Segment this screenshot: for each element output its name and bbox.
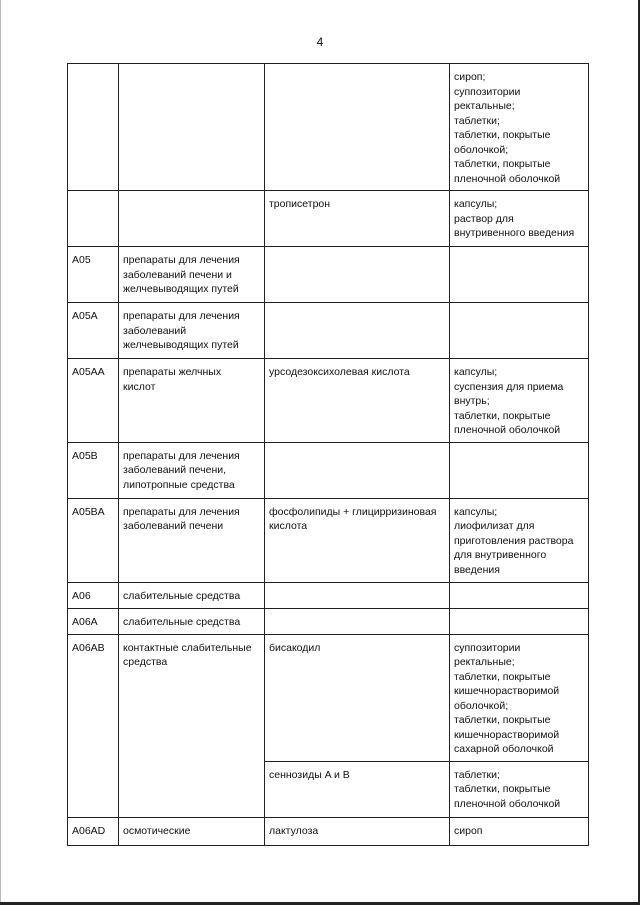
cell-form <box>450 303 589 359</box>
cell-form <box>450 247 589 303</box>
cell-form <box>450 442 589 498</box>
cell-form: таблетки; таблетки, покрытые пленочной оболочкой <box>450 761 589 817</box>
cell-code: A05A <box>68 303 119 359</box>
cell-form: капсулы; суспензия для приема внутрь; таблетки, покрытые пленочной оболочкой <box>450 359 589 443</box>
cell-form: капсулы; лиофилизат для приготовления раствора для внутривенного введения <box>450 498 589 582</box>
table-row <box>68 64 589 191</box>
cell-name <box>265 64 450 191</box>
cell-code: A05 <box>68 247 119 303</box>
cell-form <box>450 608 589 634</box>
cell-form: сироп; суппозитории ректальные; таблетки; таблетки, покрытые оболочкой; таблетки, покрытые пленочной оболочкой <box>450 64 589 191</box>
cell-code: A06AD <box>68 817 119 845</box>
cell-name <box>265 442 450 498</box>
scan-left-edge <box>0 0 1 905</box>
table-row <box>68 498 589 582</box>
cell-form: капсулы; раствор для внутривенного введения <box>450 191 589 247</box>
cell-name: сеннозиды A и B <box>265 761 450 817</box>
cell-group: слабительные средства <box>119 608 265 634</box>
cell-group <box>119 191 265 247</box>
cell-name <box>265 247 450 303</box>
cell-code: A06A <box>68 608 119 634</box>
table-row <box>68 442 589 498</box>
cell-name: трописетрон <box>265 191 450 247</box>
cell-code <box>68 191 119 247</box>
table-row <box>68 359 589 443</box>
cell-code: A05BA <box>68 498 119 582</box>
cell-group: препараты для лечения заболеваний печени <box>119 498 265 582</box>
table-row <box>68 582 589 608</box>
cell-name: фосфолипиды + глицирризиновая кислота <box>265 498 450 582</box>
cell-code <box>68 64 119 191</box>
cell-group: препараты желчных кислот <box>119 359 265 443</box>
page-number: 4 <box>316 35 324 49</box>
table-row <box>68 817 589 845</box>
table-row <box>68 634 589 761</box>
cell-group: контактные слабительные средства <box>119 634 265 817</box>
cell-group: препараты для лечения заболеваний желчевыводящих путей <box>119 303 265 359</box>
cell-form: суппозитории ректальные; таблетки, покрытые кишечнорастворимой оболочкой; таблетки, покрытые кишечнорастворимой сахарной оболочкой <box>450 634 589 761</box>
table-row <box>68 303 589 359</box>
cell-name: бисакодил <box>265 634 450 761</box>
table-row <box>68 608 589 634</box>
table-row <box>68 191 589 247</box>
cell-name: лактулоза <box>265 817 450 845</box>
cell-form: сироп <box>450 817 589 845</box>
cell-code: A06AB <box>68 634 119 817</box>
cell-name <box>265 608 450 634</box>
cell-group: слабительные средства <box>119 582 265 608</box>
cell-form <box>450 582 589 608</box>
cell-group <box>119 64 265 191</box>
table-row <box>68 247 589 303</box>
cell-group: препараты для лечения заболеваний печени, липотропные средства <box>119 442 265 498</box>
cell-name <box>265 582 450 608</box>
cell-name: урсодезоксихолевая кислота <box>265 359 450 443</box>
cell-code: A05B <box>68 442 119 498</box>
cell-code: A06 <box>68 582 119 608</box>
cell-name <box>265 303 450 359</box>
cell-group: препараты для лечения заболеваний печени и желчевыводящих путей <box>119 247 265 303</box>
cell-code: A05AA <box>68 359 119 443</box>
cell-group: осмотические <box>119 817 265 845</box>
drug-table <box>67 63 589 846</box>
